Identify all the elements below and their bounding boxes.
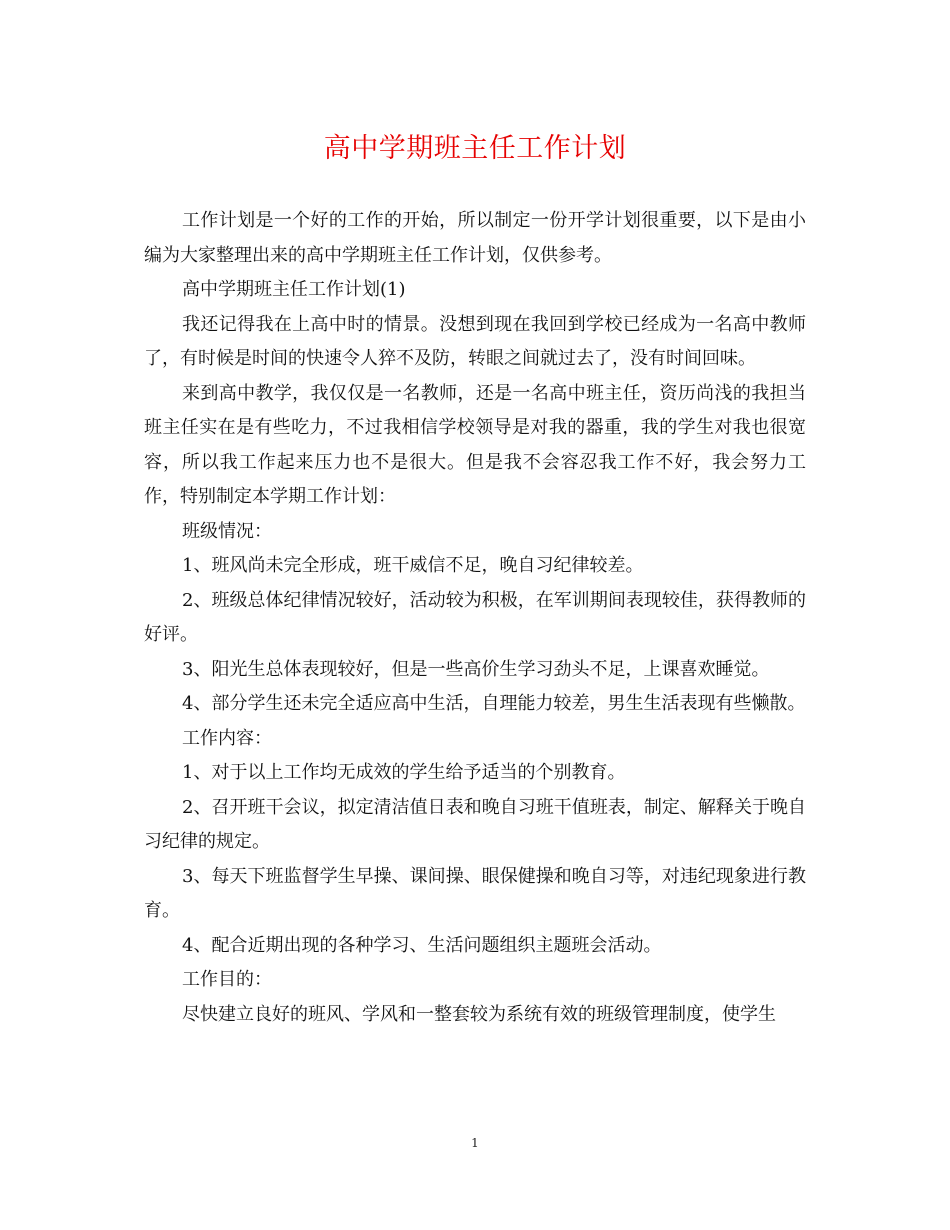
list-item: 1、对于以上工作均无成效的学生给予适当的个别教育。 xyxy=(182,762,626,783)
list-item: 3、阳光生总体表现较好，但是一些高价生学习劲头不足，上课喜欢睡觉。 xyxy=(182,658,770,680)
list-item: 1、班风尚未完全形成，班干威信不足，晚自习纪律较差。 xyxy=(182,555,644,576)
document-body xyxy=(144,204,806,1032)
section-heading-plan-1: 高中学期班主任工作计划(1) xyxy=(182,279,406,300)
paragraph-purpose: 尽快建立良好的班风、学风和一整套较为系统有效的班级管理制度，使学生 xyxy=(182,1003,776,1025)
paragraph-memory: 我还记得我在上高中时的情景。没想到现在我回到学校已经成为一名高中教师了，有时候是时间的快速令人猝不及防，转眼之间就过去了，没有时间回味。 xyxy=(144,313,806,369)
section-heading-work-content: 工作内容： xyxy=(182,727,272,749)
page-number: 1 xyxy=(471,1136,479,1150)
list-item: 2、召开班干会议，拟定清洁值日表和晚自习班干值班表，制定、解释关于晚自习纪律的规定。 xyxy=(144,796,806,852)
document-title: 高中学期班主任工作计划 xyxy=(323,133,627,164)
paragraph-intro: 工作计划是一个好的工作的开始，所以制定一份开学计划很重要，以下是由小编为大家整理出来的高中学期班主任工作计划，仅供参考。 xyxy=(144,210,806,266)
list-item: 2、班级总体纪律情况较好，活动较为积极，在军训期间表现较佳，获得教师的好评。 xyxy=(144,589,806,645)
list-item: 3、每天下班监督学生早操、课间操、眼保健操和晚自习等，对违纪现象进行教育。 xyxy=(144,865,806,921)
section-heading-class-situation: 班级情况： xyxy=(182,520,272,542)
section-heading-work-purpose: 工作目的： xyxy=(182,969,272,990)
list-item: 4、配合近期出现的各种学习、生活问题组织主题班会活动。 xyxy=(182,934,662,956)
paragraph-teaching: 来到高中教学，我仅仅是一名教师，还是一名高中班主任，资历尚浅的我担当班主任实在是有些吃力，不过我相信学校领导是对我的器重，我的学生对我也很宽容，所以我工作起来压力也不是很大。但是我不会容忍我工作不好，我会努力工作，特别制定本学期工作计划： xyxy=(144,382,806,507)
list-item: 4、部分学生还未完全适应高中生活，自理能力较差，男生生活表现有些懒散。 xyxy=(182,693,806,714)
